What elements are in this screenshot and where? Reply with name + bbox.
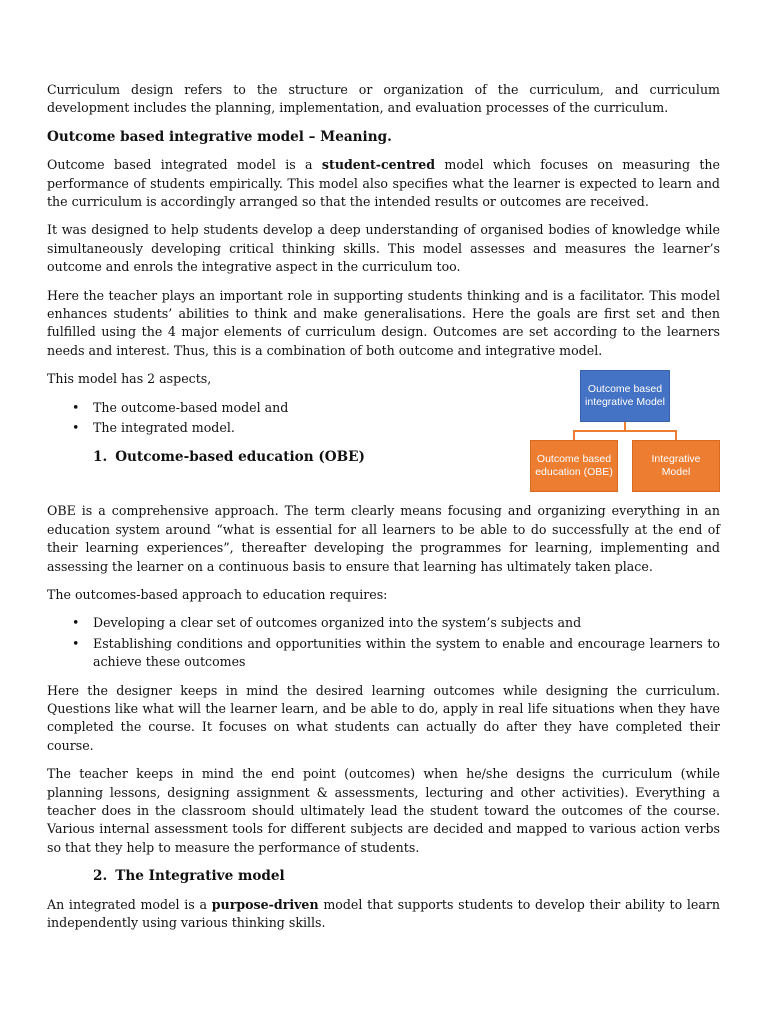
obe-paragraph: OBE is a comprehensive approach. The term clearly means focusing and organizing everything in an education system around “what is essential for all learners to be able to do successfully at the end of their learning experiences”, thereafter developing the programmes for learning, implementing and assessing the learner on a continuous basis to ensure that learning has ultimately taken place. <box>47 503 720 574</box>
heading-number: 2. <box>93 868 108 885</box>
definition-paragraph <box>47 156 720 211</box>
requirements-intro: The outcomes-based approach to education requires: <box>47 586 388 602</box>
list-item: • The integrated model. <box>93 419 720 437</box>
heading-number: 1. <box>93 448 108 465</box>
list-item: • Developing a clear set of outcomes organized into the system’s subjects and <box>93 614 720 632</box>
list-item: • The outcome-based model and <box>93 399 720 417</box>
text: model which focuses on measuring the performance of students empirically. This model also specifies what the learner is expected to learn and the curriculum is accordingly arranged so that the intended results or outcomes are received. <box>47 157 720 210</box>
teacher-role-paragraph: Here the teacher plays an important role in supporting students thinking and is a facilitator. This model enhances students’ abilities to think and make generalisations. Here the goals are first set and then fulfilled using the 4 major elements of curriculum design. Outcomes are set according to the learners needs and interest. Thus, this is a combination of both outcome and integrative model. <box>47 287 720 358</box>
text: An integrated model is a <box>47 896 212 912</box>
heading-text: Outcome-based education (OBE) <box>115 448 365 465</box>
document-page <box>47 81 720 942</box>
intro-paragraph: Curriculum design refers to the structure or organization of the curriculum, and curriculum development includes the planning, implementation, and evaluation processes of the curriculum. <box>47 82 720 116</box>
purpose-paragraph: It was designed to help students develop a deep understanding of organised bodies of knowledge while simultaneously developing critical thinking skills. This model assesses and measures the learner’s outcome and enrols the integrative aspect in the curriculum too. <box>47 222 720 275</box>
bold-term: purpose-driven <box>211 896 319 912</box>
diagram-root-node: Outcome based integrative Model <box>580 370 670 422</box>
aspects-intro: This model has 2 aspects, <box>47 371 212 387</box>
diagram-obe-node: Outcome based education (OBE) <box>530 440 618 492</box>
integrative-paragraph <box>47 896 720 933</box>
bold-term: student-centred <box>321 157 436 173</box>
teacher-paragraph: The teacher keeps in mind the end point (outcomes) when he/she designs the curriculum (while planning lessons, designing assignment & assessments, lecturing and other activities). Everything a teacher does in the classroom should ultimately lead the student toward the outcomes of the course. Various internal assessment tools for different subjects are decided and mapped to various action verbs so that they help to measure the performance of students. <box>47 766 720 855</box>
text: model that supports students to develop their ability to learn independently using various thinking skills. <box>47 896 720 930</box>
text: Outcome based integrated model is a <box>47 157 322 173</box>
heading-text: The Integrative model <box>115 868 285 885</box>
list-item: • Establishing conditions and opportunities within the system to enable and encourage learners to achieve these outcomes <box>93 635 720 672</box>
section-heading-integrative <box>47 867 720 885</box>
section-heading-meaning: Outcome based integrative model – Meaning. <box>47 128 392 145</box>
designer-paragraph: Here the designer keeps in mind the desired learning outcomes while designing the curriculum. Questions like what will the learner learn, and be able to do, apply in real life situations when they have completed the course. It focuses on what students can actually do after they have completed their course. <box>47 682 720 753</box>
diagram-integrative-node: Integrative Model <box>632 440 720 492</box>
requirements-list <box>47 614 720 671</box>
